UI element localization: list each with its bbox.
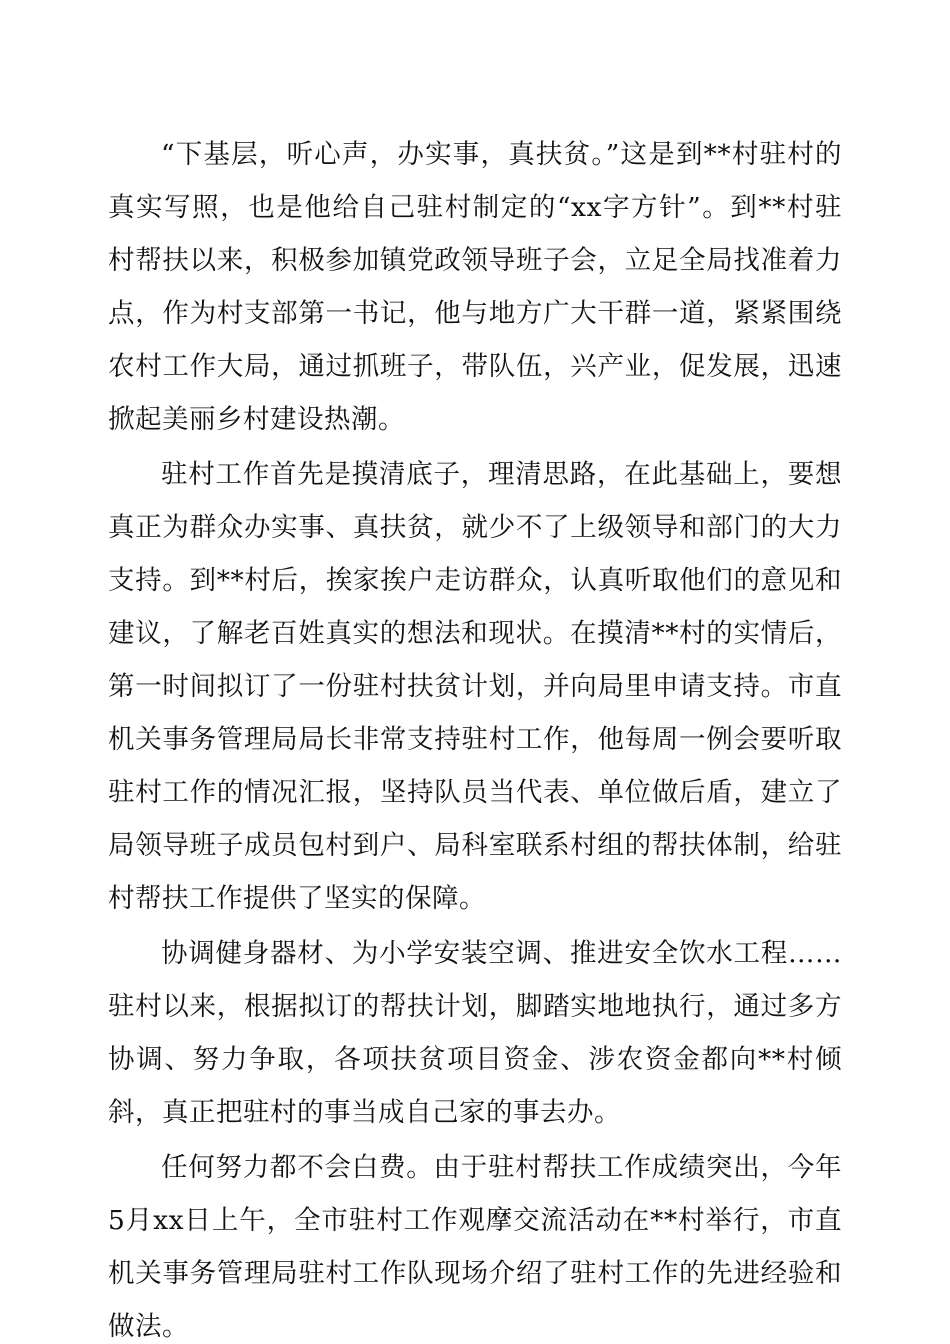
paragraph: 协调健身器材、为小学安装空调、推进安全饮水工程……驻村以来，根据拟订的帮扶计划，脚踏实地地执行，通过多方协调、努力争取，各项扶贫项目资金、涉农资金都向**村倾斜，真正把驻村的事当成自己家的事去办。 — [108, 938, 842, 1128]
paragraph: “下基层，听心声，办实事，真扶贫。”这是到**村驻村的真实写照，也是他给自己驻村制定的“xx字方针”。到**村驻村帮扶以来，积极参加镇党政领导班子会，立足全局找准着力点，作为村支部第一书记，他与地方广大干群一道，紧紧围绕农村工作大局，通过抓班子，带队伍，兴产业，促发展，迅速掀起美丽乡村建设热潮。 — [108, 139, 842, 435]
document-body — [108, 128, 842, 1344]
paragraph: 驻村工作首先是摸清底子，理清思路，在此基础上，要想真正为群众办实事、真扶贫，就少不了上级领导和部门的大力支持。到**村后，挨家挨户走访群众，认真听取他们的意见和建议，了解老百姓真实的想法和现状。在摸清**村的实情后，第一时间拟订了一份驻村扶贫计划，并向局里申请支持。市直机关事务管理局局长非常支持驻村工作，他每周一例会要听取驻村工作的情况汇报，坚持队员当代表、单位做后盾，建立了局领导班子成员包村到户、局科室联系村组的帮扶体制，给驻村帮扶工作提供了坚实的保障。 — [108, 459, 842, 914]
paragraph: 任何努力都不会白费。由于驻村帮扶工作成绩突出，今年5月xx日上午，全市驻村工作观摩交流活动在**村举行，市直机关事务管理局驻村工作队现场介绍了驻村工作的先进经验和做法。 — [108, 1152, 842, 1342]
